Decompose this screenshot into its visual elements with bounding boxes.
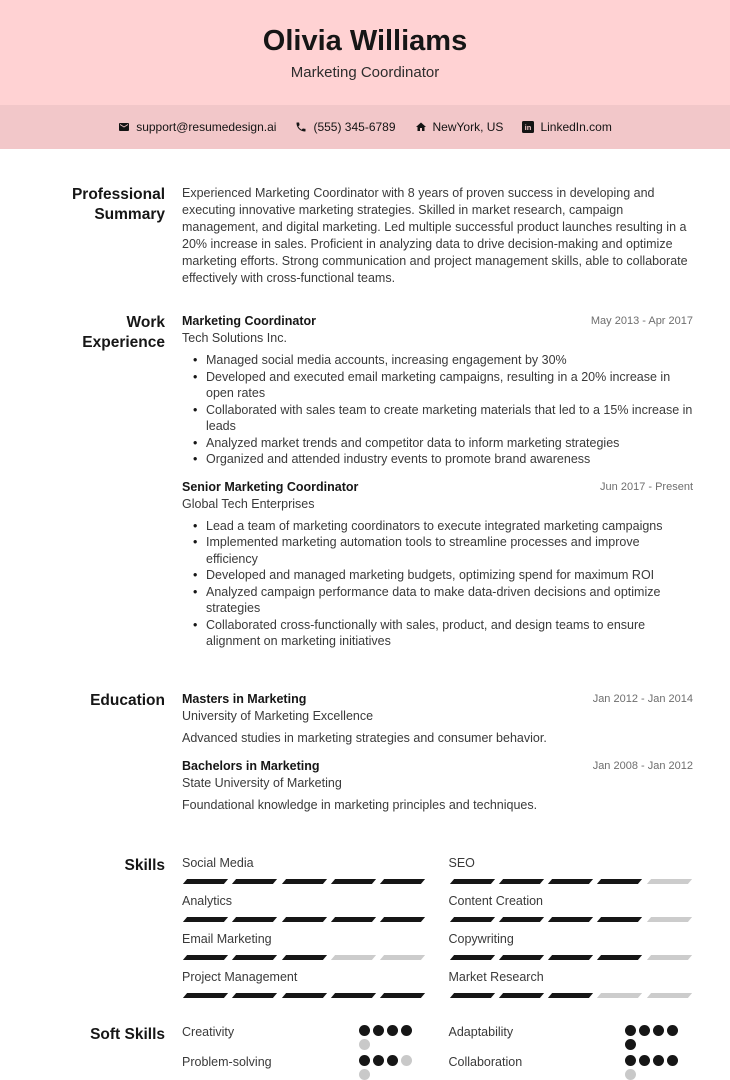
bar-segment xyxy=(281,917,326,922)
rating-dot xyxy=(373,1055,384,1066)
soft-skill-item xyxy=(449,1055,694,1080)
skill-label: Content Creation xyxy=(448,893,544,908)
rating-dot xyxy=(359,1039,370,1050)
skill-label: Problem-solving xyxy=(182,1054,272,1069)
skill-level-dots xyxy=(625,1055,679,1080)
degree-title-block xyxy=(182,691,373,724)
job-title-block xyxy=(182,479,358,512)
rating-dot xyxy=(625,1039,636,1050)
skill-label: Creativity xyxy=(182,1024,235,1039)
contact-location-text: NewYork, US xyxy=(432,120,504,134)
rating-dot xyxy=(653,1025,664,1036)
bar-segment xyxy=(331,917,376,922)
job-bullets xyxy=(182,518,693,650)
degree-dates: Jan 2012 - Jan 2014 xyxy=(592,692,693,705)
degree-entry xyxy=(182,691,693,746)
contact-location[interactable] xyxy=(415,120,504,134)
section-label-soft-skills: Soft Skills xyxy=(90,1025,165,1043)
skill-level-bar xyxy=(182,993,427,998)
job-title: Marketing Coordinator xyxy=(182,314,317,328)
skill-label: Email Marketing xyxy=(182,931,272,946)
bullet-item: • Developed and executed email marketing campaigns, resulting in a 20% increase in open rates xyxy=(182,369,693,402)
rating-dot xyxy=(387,1055,398,1066)
skill-level-dots xyxy=(359,1055,413,1080)
rating-dot xyxy=(401,1055,412,1066)
job-title-block xyxy=(182,313,316,346)
bar-segment xyxy=(597,955,642,960)
rating-dot xyxy=(401,1025,412,1036)
degree-description: Advanced studies in marketing strategies and consumer behavior. xyxy=(182,730,547,745)
bar-segment xyxy=(499,993,544,998)
rating-dot xyxy=(639,1025,650,1036)
summary-text: Experienced Marketing Coordinator with 8 years of proven success in developing and executing innovative marketing strategies. Skilled in market research, campaign management, and digital marketing. Led multiple successful product launches resulting in a 20% increase in sales. Proficient in analyzing data to drive decision-making and optimize marketing efforts. Strong communication and project management skills, able to collaborate effectively with cross-functional teams. xyxy=(182,186,688,285)
skill-item xyxy=(449,856,694,885)
skill-label: Project Management xyxy=(182,969,298,984)
bar-segment xyxy=(281,993,326,998)
bar-segment xyxy=(647,955,692,960)
rating-dot xyxy=(639,1055,650,1066)
skill-item xyxy=(182,894,427,923)
bar-segment xyxy=(449,955,494,960)
bar-segment xyxy=(548,955,593,960)
degree-header xyxy=(182,691,693,724)
bullet-item: • Organized and attended industry events to promote brand awareness xyxy=(182,451,693,468)
skill-level-dots xyxy=(625,1025,679,1050)
envelope-icon xyxy=(118,121,130,133)
rating-dot xyxy=(373,1025,384,1036)
bar-segment xyxy=(597,993,642,998)
resume-body xyxy=(0,149,730,1080)
bar-segment xyxy=(380,993,425,998)
bullet-item: • Implemented marketing automation tools to streamline processes and improve efficiency xyxy=(182,534,693,567)
skill-level-bar xyxy=(449,879,694,884)
job-company: Global Tech Enterprises xyxy=(182,496,315,511)
job-title: Senior Marketing Coordinator xyxy=(182,479,359,494)
bar-segment xyxy=(232,917,277,922)
skill-item xyxy=(449,894,694,923)
rating-dot xyxy=(359,1069,370,1080)
skill-label: Copywriting xyxy=(448,931,514,946)
contact-email-text: support@resumedesign.ai xyxy=(136,120,277,134)
soft-skill-item xyxy=(449,1025,694,1050)
skill-item xyxy=(182,856,427,885)
job-header xyxy=(182,479,693,512)
skill-item xyxy=(182,970,427,999)
skills-grid xyxy=(182,856,693,999)
bar-segment xyxy=(548,917,593,922)
soft-skill-item xyxy=(182,1025,427,1050)
contact-linkedin[interactable] xyxy=(522,120,611,134)
skill-level-bar xyxy=(449,955,694,960)
bar-segment xyxy=(597,917,642,922)
section-professional-summary xyxy=(0,185,693,287)
skill-label: Analytics xyxy=(182,893,233,908)
bar-segment xyxy=(449,993,494,998)
bar-segment xyxy=(183,917,228,922)
jobs-list xyxy=(182,313,693,661)
skill-label: Adaptability xyxy=(448,1024,514,1039)
section-label-skills: Skills xyxy=(124,856,165,874)
job-dates: Jun 2017 - Present xyxy=(600,480,693,493)
rating-dot xyxy=(359,1055,370,1066)
rating-dot xyxy=(625,1069,636,1080)
bullet-item: • Managed social media accounts, increasing engagement by 30% xyxy=(182,352,693,369)
bar-segment xyxy=(232,993,277,998)
skill-label: Market Research xyxy=(448,969,544,984)
bullet-item: • Analyzed campaign performance data to make data-driven decisions and optimize strategies xyxy=(182,584,693,617)
bar-segment xyxy=(281,955,326,960)
bar-segment xyxy=(331,879,376,884)
section-skills xyxy=(0,856,693,999)
contact-linkedin-text: LinkedIn.com xyxy=(540,120,612,134)
bar-segment xyxy=(499,955,544,960)
contact-email[interactable] xyxy=(118,120,276,134)
bar-segment xyxy=(499,917,544,922)
bullet-item: • Analyzed market trends and competitor data to inform marketing strategies xyxy=(182,435,693,452)
bar-segment xyxy=(597,879,642,884)
section-education xyxy=(0,691,693,825)
rating-dot xyxy=(653,1055,664,1066)
skill-level-bar xyxy=(449,917,694,922)
skill-item xyxy=(449,970,694,999)
phone-icon xyxy=(295,121,307,133)
section-label-education: Education xyxy=(90,691,165,709)
bar-segment xyxy=(183,879,228,884)
skill-level-bar xyxy=(449,993,694,998)
bar-segment xyxy=(183,993,228,998)
rating-dot xyxy=(625,1055,636,1066)
skill-level-bar xyxy=(182,879,427,884)
linkedin-icon xyxy=(522,121,534,133)
skill-label: SEO xyxy=(448,855,475,870)
bullet-item: • Collaborated cross-functionally with sales, product, and design teams to ensure alignment on marketing initiatives xyxy=(182,617,693,650)
bar-segment xyxy=(548,879,593,884)
candidate-title: Marketing Coordinator xyxy=(290,64,440,81)
degree-dates: Jan 2008 - Jan 2012 xyxy=(592,759,693,772)
contact-phone-text: (555) 345-6789 xyxy=(313,120,396,134)
home-icon xyxy=(415,121,427,133)
rating-dot xyxy=(359,1025,370,1036)
section-soft-skills xyxy=(0,1025,693,1080)
job-company: Tech Solutions Inc. xyxy=(182,331,287,345)
resume-header xyxy=(0,0,730,105)
skill-label: Collaboration xyxy=(448,1054,523,1069)
bar-segment xyxy=(232,879,277,884)
rating-dot xyxy=(387,1025,398,1036)
bar-segment xyxy=(548,993,593,998)
bar-segment xyxy=(380,955,425,960)
svg-text:in: in xyxy=(525,123,532,132)
bar-segment xyxy=(331,993,376,998)
degree-school: University of Marketing Excellence xyxy=(182,708,374,723)
bar-segment xyxy=(380,917,425,922)
skill-level-dots xyxy=(359,1025,413,1050)
skill-item xyxy=(449,932,694,961)
degrees-list xyxy=(182,691,693,825)
soft-skill-item xyxy=(182,1055,427,1080)
degree-description: Foundational knowledge in marketing principles and techniques. xyxy=(182,797,538,812)
degree-entry xyxy=(182,758,693,813)
degree-title: Masters in Marketing xyxy=(182,691,307,706)
degree-title-block xyxy=(182,758,342,791)
job-entry xyxy=(182,313,693,468)
bullet-item: • Lead a team of marketing coordinators to execute integrated marketing campaigns xyxy=(182,518,693,535)
bar-segment xyxy=(281,879,326,884)
rating-dot xyxy=(667,1055,678,1066)
section-label-experience: Work Experience xyxy=(82,314,165,351)
bar-segment xyxy=(183,955,228,960)
bullet-item: • Collaborated with sales team to create marketing materials that led to a 15% increase in leads xyxy=(182,402,693,435)
job-header xyxy=(182,313,693,346)
bar-segment xyxy=(647,879,692,884)
skill-item xyxy=(182,932,427,961)
skill-level-bar xyxy=(182,955,427,960)
soft-skills-grid xyxy=(182,1025,693,1080)
rating-dot xyxy=(625,1025,636,1036)
job-entry xyxy=(182,479,693,650)
contact-phone[interactable] xyxy=(295,120,395,134)
bar-segment xyxy=(647,917,692,922)
bar-segment xyxy=(331,955,376,960)
bar-segment xyxy=(232,955,277,960)
bar-segment xyxy=(449,917,494,922)
section-work-experience xyxy=(0,313,693,661)
skill-level-bar xyxy=(182,917,427,922)
bar-segment xyxy=(499,879,544,884)
candidate-name: Olivia Williams xyxy=(262,25,468,57)
degree-header xyxy=(182,758,693,791)
bar-segment xyxy=(647,993,692,998)
degree-school: State University of Marketing xyxy=(182,775,342,790)
bar-segment xyxy=(449,879,494,884)
bar-segment xyxy=(380,879,425,884)
bullet-item: • Developed and managed marketing budgets, optimizing spend for maximum ROI xyxy=(182,567,693,584)
job-bullets xyxy=(182,352,693,468)
skill-label: Social Media xyxy=(182,855,254,870)
job-dates: May 2013 - Apr 2017 xyxy=(590,315,693,327)
contact-bar xyxy=(0,105,730,149)
section-label-summary: Professional Summary xyxy=(71,186,165,223)
degree-title: Bachelors in Marketing xyxy=(182,758,320,773)
rating-dot xyxy=(667,1025,678,1036)
